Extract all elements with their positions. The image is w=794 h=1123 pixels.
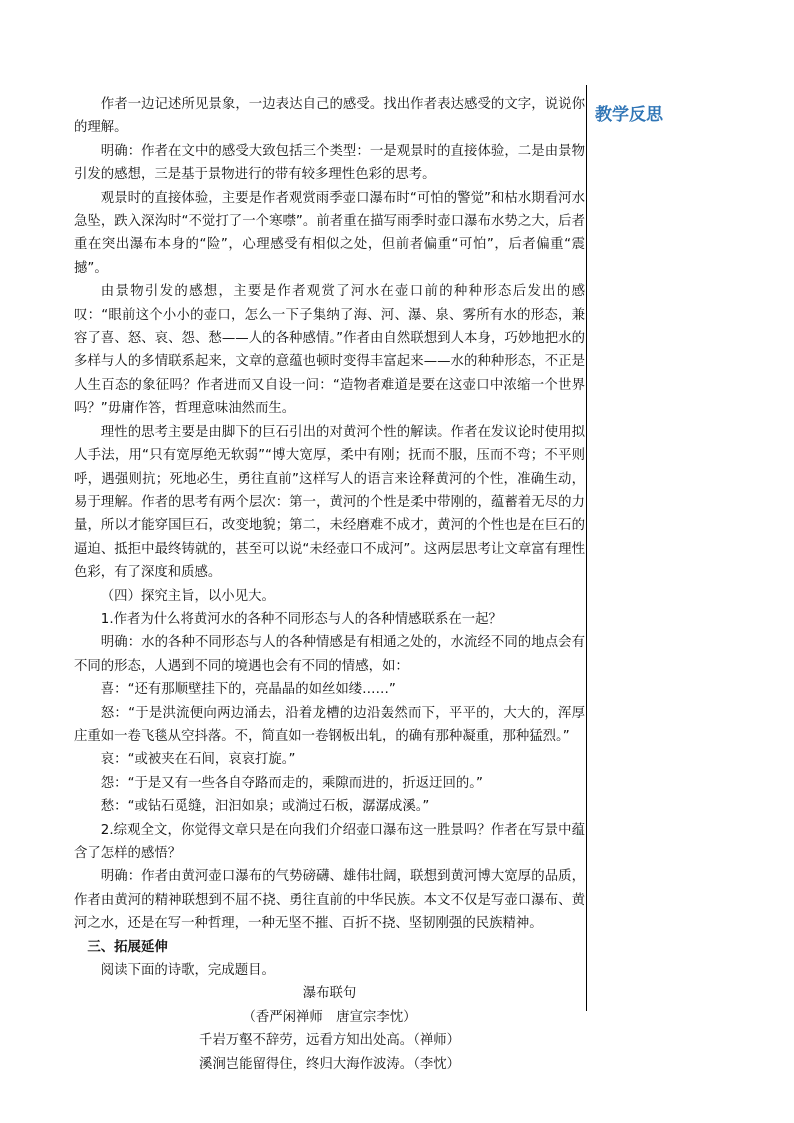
main-text-column bbox=[74, 93, 585, 1076]
emotion-anger: 怒：“于是洪流便向两边涌去，沿着龙槽的边沿轰然而下，平平的，大大的，浑厚庄重如一卷飞毯从空抖落。不，简直如一卷钢板出轧，的确有那种凝重，那种猛烈。” bbox=[74, 705, 585, 744]
poem-line-2: 溪涧岂能留得住，终归大海作波涛。（李忱） bbox=[198, 1056, 461, 1072]
answer-one: 明确：水的各种不同形态与人的各种情感是有相通之处的，水流经不同的地点会有不同的形态，人遇到不同的境遇也会有不同的情感，如： bbox=[74, 635, 585, 674]
rational-thinking-paragraph: 理性的思考主要是由脚下的巨石引出的对黄河个性的解读。作者在发议论时使用拟人手法，用“只有宽厚绝无软弱”“博大宽厚，柔中有刚；抚而不服，压而不弯；不平则呼，遇强则抗；死地必生，勇往直前”这样写人的语言来诠释黄河的个性，准确生动，易于理解。作者的思考有两个层次：第一，黄河的个性是柔中带刚的，蕴蓄着无尽的力量，所以才能穿国巨石，改变地貌；第二，未经磨难不成才，黄河的个性也是在巨石的逼迫、抵拒中最终铸就的，甚至可以说“未经壶口不成河”。这两层思考让文章富有理性色彩，有了深度和质感。 bbox=[74, 424, 585, 581]
question-one: 1.作者为什么将黄河水的各种不同形态与人的各种情感联系在一起？ bbox=[100, 611, 502, 627]
poem-authors: （香严闲禅师 唐宣宗李忱） bbox=[242, 1009, 417, 1025]
emotion-resentment: 怨：“于是又有一些各自夺路而走的，乘隙而进的，折返迂回的。” bbox=[100, 775, 483, 791]
scenery-feeling-paragraph: 由景物引发的感想，主要是作者观赏了河水在壶口前的种种形态后发出的感叹：“眼前这个小小的壶口，怎么一下子集纳了海、河、瀑、泉、雾所有水的形态，兼容了喜、怒、哀、怨、愁——人的各种感情。”作者由自然联想到人本身，巧妙地把水的多样与人的多情联系起来，文章的意蕴也顿时变得丰富起来——水的种种形态，不正是人生百态的象征吗？作者进而又自设一问：“造物者难道是要在这壶口中浓缩一个世界吗？”毋庸作答，哲理意味油然而生。 bbox=[74, 284, 585, 417]
answer-paragraph: 明确：作者在文中的感受大致包括三个类型：一是观景时的直接体验，二是由景物引发的感想，三是基于景物进行的带有较多理性色彩的思考。 bbox=[74, 143, 585, 183]
poem-title: 瀑布联句 bbox=[302, 986, 357, 1002]
section-four-heading: （四）探究主旨，以小见大。 bbox=[100, 588, 275, 604]
emotion-sorrow: 哀：“或被夹在石间，哀哀打旋。” bbox=[100, 752, 296, 768]
reading-instruction: 阅读下面的诗歌，完成题目。 bbox=[100, 963, 275, 979]
column-divider bbox=[586, 85, 587, 1011]
question-paragraph: 作者一边记述所见景象，一边表达自己的感受。找出作者表达感受的文字，说说你的理解。 bbox=[74, 97, 585, 136]
section-three-heading: 三、拓展延伸 bbox=[87, 939, 168, 955]
emotion-joy: 喜：“还有那顺壁挂下的，亮晶晶的如丝如缕……” bbox=[100, 682, 396, 698]
poem-line-1: 千岩万壑不辞劳，远看方知出处高。（禅师） bbox=[198, 1033, 461, 1049]
teaching-reflection-heading: 教学反思 bbox=[595, 105, 663, 125]
direct-experience-paragraph: 观景时的直接体验，主要是作者观赏雨季壶口瀑布时“可怕的警觉”和枯水期看河水急坠，跌入深沟时“不觉打了一个寒噤”。前者重在描写雨季时壶口瀑布水势之大，后者重在突出瀑布本身的“险”，心理感受有相似之处，但前者偏重“可怕”，后者偏重“震撼”。 bbox=[74, 190, 585, 276]
emotion-worry: 愁：“或钻石觅缝，汩汩如泉；或淌过石板，潺潺成溪。” bbox=[100, 799, 430, 815]
answer-two: 明确：作者由黄河壶口瀑布的气势磅礴、雄伟壮阔，联想到黄河博大宽厚的品质，作者由黄河的精神联想到不屈不挠、勇往直前的中华民族。本文不仅是写壶口瀑布、黄河之水，还是在写一种哲理，一种无坚不摧、百折不挠、坚韧刚强的民族精神。 bbox=[74, 869, 585, 932]
question-two: 2.综观全文，你觉得文章只是在向我们介绍壶口瀑布这一胜景吗？作者在写景中蕴含了怎样的感悟？ bbox=[74, 822, 585, 861]
